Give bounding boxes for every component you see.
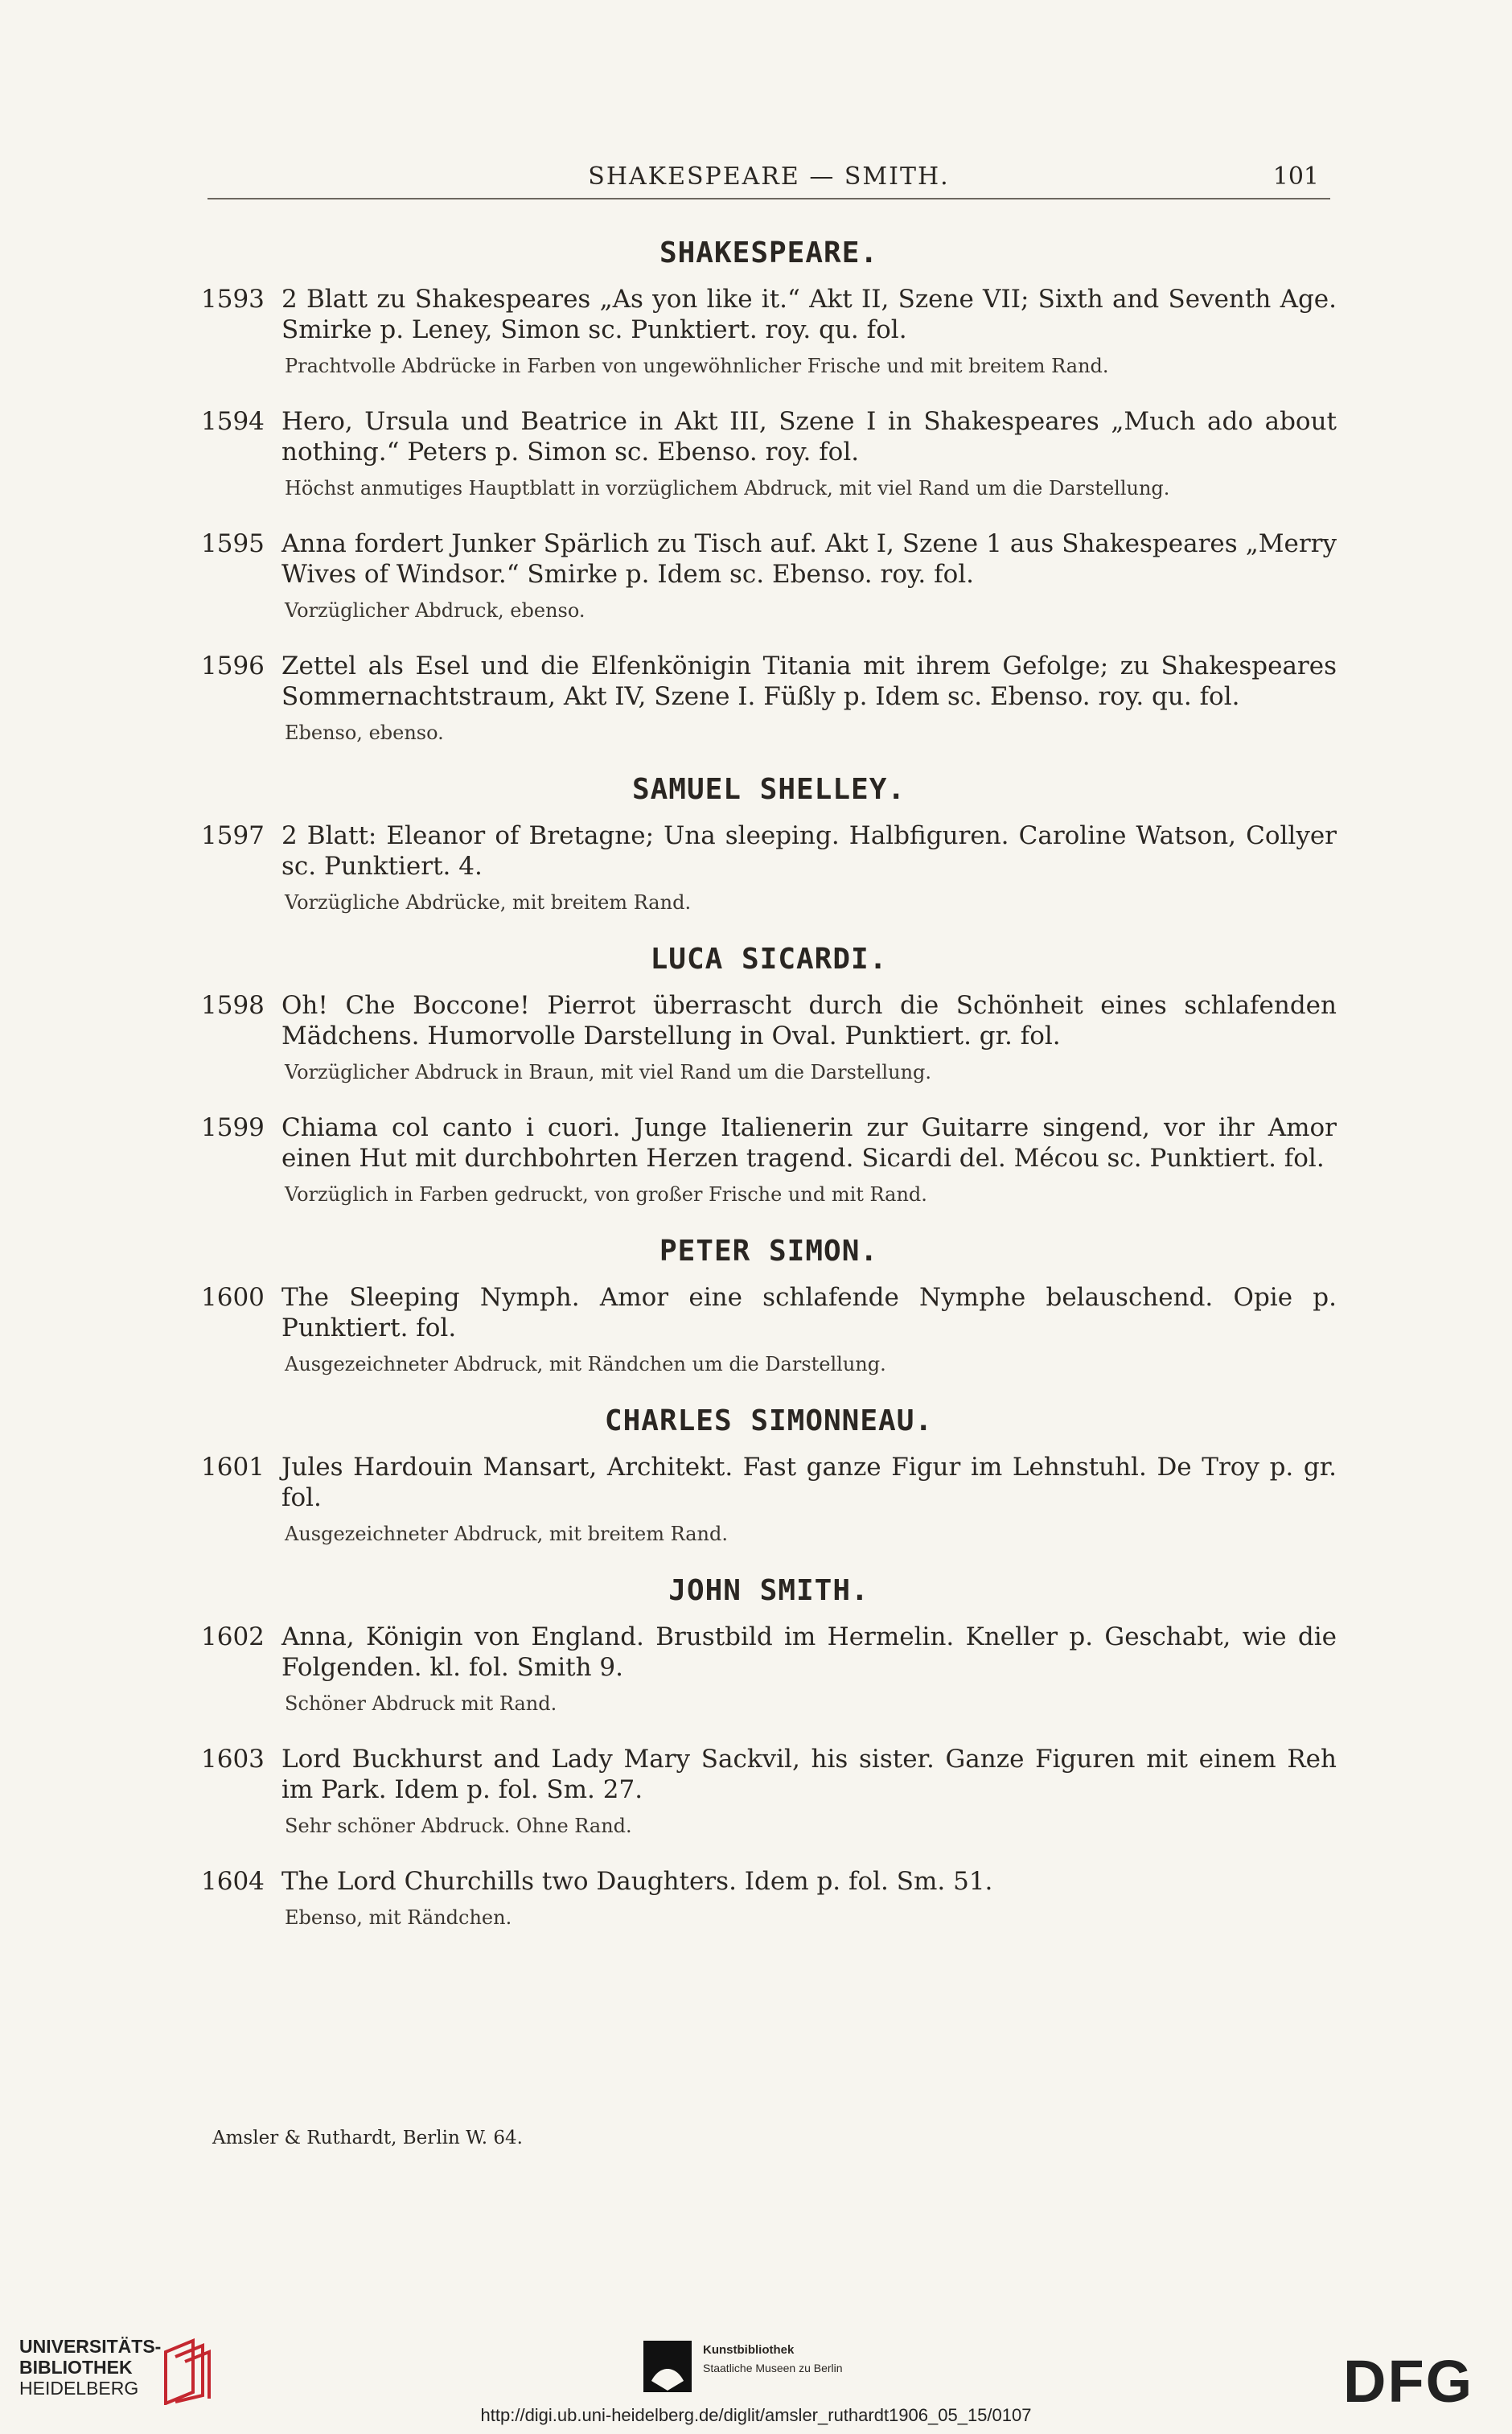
entry-number: 1604 (201, 1867, 265, 1896)
entry-description: Chiama col canto i cuori. Junge Italienerin zur Guitarre singend, vor ihr Amor einen Hut mit durchbohrten Herzen tragend. Sicardi del. Mécou sc. Punktiert. fol. (281, 1113, 1337, 1173)
library-book-icon (162, 2337, 212, 2405)
page-number: 101 (1272, 162, 1319, 191)
source-url[interactable]: http://digi.ub.uni-heidelberg.de/diglit/amsler_ruthardt1906_05_15/0107 (480, 2405, 1032, 2425)
catalog-entry (201, 284, 1337, 379)
entry-condition-note: Schöner Abdruck mit Rand. (285, 1692, 557, 1715)
catalog-section (201, 1235, 1337, 1377)
entry-number: 1594 (201, 407, 265, 436)
entry-description: The Sleeping Nymph. Amor eine schlafende Nymphe belauschend. Opie p. Punktiert. fol. (281, 1283, 1337, 1342)
entry-condition-note: Ausgezeichneter Abdruck, mit Rändchen um die Darstellung. (285, 1353, 886, 1375)
entry-description: Zettel als Esel und die Elfenkönigin Titania mit ihrem Gefolge; zu Shakespeares Sommernachtstraum, Akt IV, Szene I. Füßly p. Idem sc. Ebenso. roy. qu. fol. (281, 652, 1337, 711)
catalog-entry (201, 651, 1337, 746)
entry-description: 2 Blatt zu Shakespeares „As yon like it.“ Akt II, Szene VII; Sixth and Seventh Age. Smirke p. Leney, Simon sc. Punktiert. roy. qu. fol. (281, 285, 1337, 344)
catalog-entry (201, 990, 1337, 1085)
entry-condition-note: Vorzügliche Abdrücke, mit breitem Rand. (285, 891, 692, 914)
section-heading: PETER SIMON. (659, 1235, 879, 1268)
entry-number: 1599 (201, 1113, 265, 1142)
catalog-entry (201, 1282, 1337, 1377)
kunstbibliothek-name: Kunstbibliothek (703, 2343, 795, 2357)
entry-number: 1601 (201, 1453, 265, 1482)
catalog-entry (201, 1112, 1337, 1207)
entry-condition-note: Vorzüglicher Abdruck in Braun, mit viel Rand um die Darstellung. (285, 1061, 932, 1083)
entry-description: Lord Buckhurst and Lady Mary Sackvil, his sister. Ganze Figuren mit einem Reh im Park. Idem p. fol. Sm. 27. (281, 1745, 1337, 1804)
section-heading: SHAKESPEARE. (659, 236, 879, 269)
entry-description: Jules Hardouin Mansart, Architekt. Fast ganze Figur im Lehnstuhl. De Troy p. gr. fol. (281, 1453, 1337, 1512)
university-library-logo (19, 2336, 161, 2399)
entry-condition-note: Vorzüglich in Farben gedruckt, von großer Frische und mit Rand. (285, 1183, 927, 1206)
entry-condition-note: Sehr schöner Abdruck. Ohne Rand. (285, 1815, 632, 1837)
section-heading: JOHN SMITH. (668, 1574, 869, 1607)
university-logo-line-1: UNIVERSITÄTS- (19, 2336, 162, 2357)
catalog-section (201, 773, 1337, 915)
university-logo-line-3: HEIDELBERG (19, 2378, 139, 2399)
catalog-section (201, 1574, 1337, 1930)
entry-description: The Lord Churchills two Daughters. Idem p. fol. Sm. 51. (281, 1867, 993, 1896)
entry-number: 1595 (201, 529, 265, 558)
entry-number: 1596 (201, 652, 265, 680)
entry-number: 1602 (201, 1622, 265, 1651)
entry-number: 1598 (201, 991, 265, 1020)
publisher-imprint: Amsler & Ruthardt, Berlin W. 64. (212, 2128, 523, 2148)
entry-description: Anna, Königin von England. Brustbild im Hermelin. Kneller p. Geschabt, wie die Folgenden. kl. fol. Smith 9. (281, 1622, 1337, 1682)
catalog-entry (201, 820, 1337, 915)
kunstbibliothek-logo-icon (643, 2341, 692, 2392)
kunstbibliothek-text (703, 2341, 843, 2377)
entry-description: 2 Blatt: Eleanor of Bretagne; Una sleeping. Halbfiguren. Caroline Watson, Collyer sc. Punktiert. 4. (281, 821, 1337, 881)
entry-number: 1600 (201, 1283, 265, 1312)
catalog-entry (201, 406, 1337, 501)
entry-condition-note: Ebenso, ebenso. (285, 722, 444, 744)
catalog-section (201, 1404, 1337, 1547)
section-heading: LUCA SICARDI. (650, 943, 888, 976)
kunstbibliothek-subtitle: Staatliche Museen zu Berlin (703, 2362, 843, 2374)
section-heading: CHARLES SIMONNEAU. (604, 1404, 934, 1437)
catalog-section (201, 943, 1337, 1207)
entry-number: 1593 (201, 285, 265, 314)
catalog-section (201, 236, 1337, 746)
running-head (207, 158, 1330, 199)
catalog-content (201, 225, 1337, 1958)
entry-condition-note: Prachtvolle Abdrücke in Farben von ungewöhnlicher Frische und mit breitem Rand. (285, 355, 1109, 377)
catalog-entry (201, 1744, 1337, 1839)
catalog-entry (201, 1622, 1337, 1717)
entry-condition-note: Höchst anmutiges Hauptblatt in vorzüglichem Abdruck, mit viel Rand um die Darstellung. (285, 477, 1170, 500)
entry-description: Hero, Ursula und Beatrice in Akt III, Szene I in Shakespeares „Much ado about nothing.“ Peters p. Simon sc. Ebenso. roy. fol. (281, 407, 1337, 467)
catalog-entry (201, 1452, 1337, 1547)
entry-description: Oh! Che Boccone! Pierrot überrascht durch die Schönheit eines schlafenden Mädchens. Humorvolle Darstellung in Oval. Punktiert. gr. fol. (281, 991, 1337, 1050)
entry-description: Anna fordert Junker Spärlich zu Tisch auf. Akt I, Szene 1 aus Shakespeares „Merry Wives of Windsor.“ Smirke p. Idem sc. Ebenso. roy. fol. (281, 529, 1337, 589)
entry-number: 1597 (201, 821, 265, 850)
dfg-logo: DFG (1343, 2348, 1474, 2415)
entry-condition-note: Ausgezeichneter Abdruck, mit breitem Rand. (285, 1523, 728, 1545)
section-heading: SAMUEL SHELLEY. (631, 773, 906, 806)
catalog-entry (201, 528, 1337, 623)
university-logo-line-2: BIBLIOTHEK (19, 2357, 133, 2378)
running-head-title: SHAKESPEARE — SMITH. (588, 162, 950, 191)
entry-condition-note: Ebenso, mit Rändchen. (285, 1906, 512, 1929)
entry-number: 1603 (201, 1745, 265, 1774)
catalog-entry (201, 1866, 1337, 1930)
entry-condition-note: Vorzüglicher Abdruck, ebenso. (285, 599, 585, 622)
